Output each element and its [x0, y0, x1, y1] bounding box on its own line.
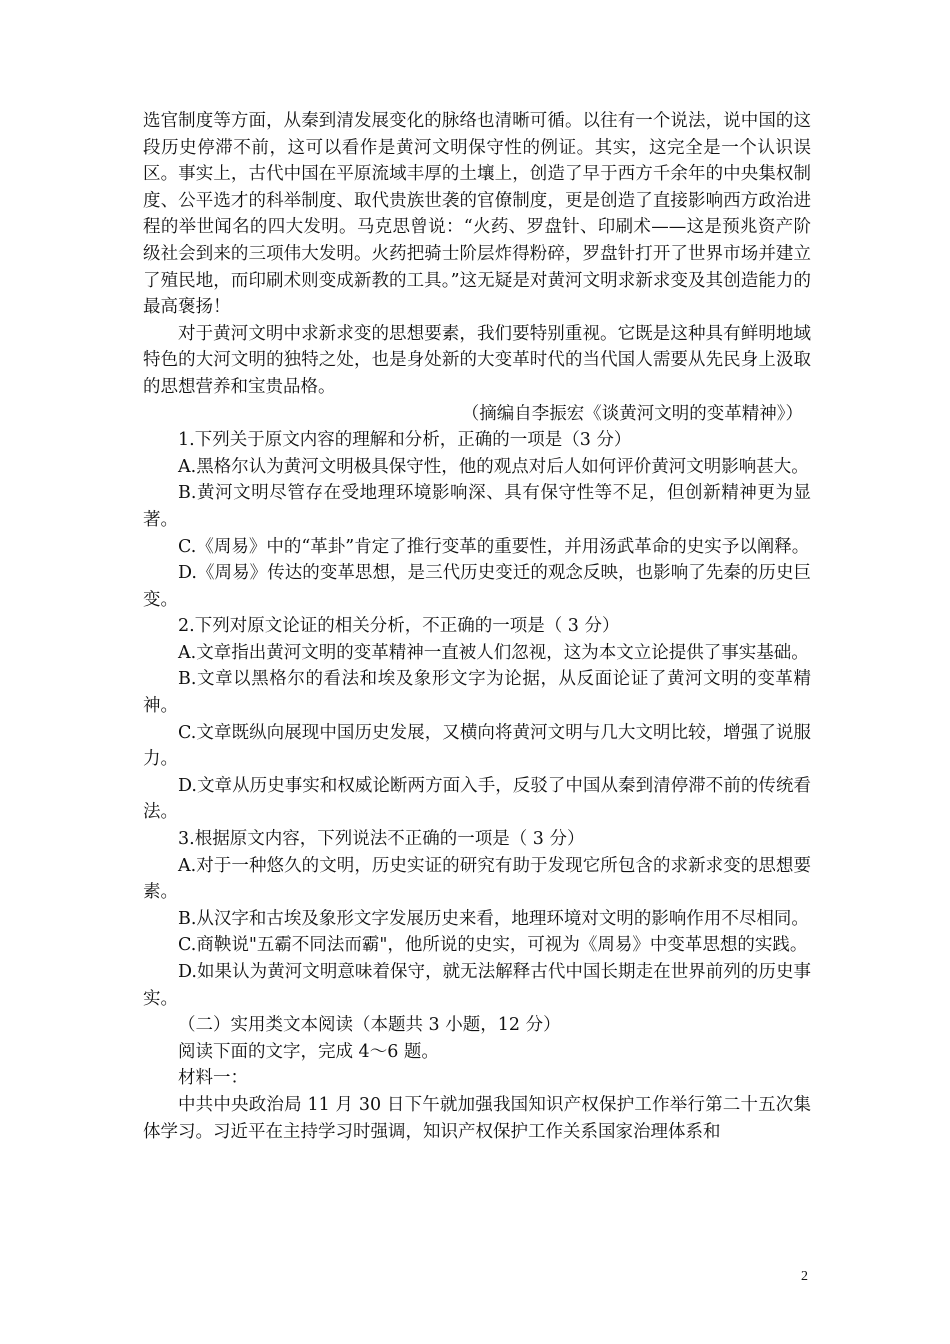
section-instruction: 阅读下面的文字，完成 4～6 题。 [178, 1041, 439, 1062]
passage-paragraph: 选官制度等方面，从秦到清发展变化的脉络也清晰可循。以往有一个说法，说中国的这段历史停滞不前，这可以看作是黄河文明保守性的例证。其实，这完全是一个认识误区。事实上，古代中国在平原流域丰厚的土壤上，创造了早于西方千余年的中央集权制度、公平选才的科举制度、取代贵族世袭的官僚制度，更是创造了直接影响西方政治进程的举世闻名的四大发明。马克思曾说：“火药、罗盘针、印刷术——这是预兆资产阶级社会到来的三项伟大发明。火药把骑士阶层炸得粉碎，罗盘针打开了世界市场并建立了殖民地，而印刷术则变成新教的工具。”这无疑是对黄河文明求新求变及其创造能力的最高褒扬！ [143, 111, 811, 318]
section-heading: （二）实用类文本阅读（本题共 3 小题，12 分） [178, 1015, 561, 1036]
question-stem: 2.下列对原文论证的相关分析，不正确的一项是（ 3 分） [178, 616, 620, 637]
page-number: 2 [801, 1269, 808, 1284]
question-option: C.商鞅说"五霸不同法而霸"，他所说的史实，可视为《周易》中变革思想的实践。 [178, 935, 808, 956]
question-option: A.文章指出黄河文明的变革精神一直被人们忽视，这为本文立论提供了事实基础。 [178, 642, 809, 663]
material-text: 中共中央政治局 11 月 30 日下午就加强我国知识产权保护工作举行第二十五次集体学习。习近平在主持学习时强调，知识产权保护工作关系国家治理体系和 [143, 1094, 811, 1142]
document-body [143, 108, 811, 1145]
question-option: C.文章既纵向展现中国历史发展，又横向将黄河文明与几大文明比较，增强了说服力。 [143, 722, 811, 770]
question-option: D.如果认为黄河文明意味着保守，就无法解释古代中国长期走在世界前列的历史事实。 [143, 962, 811, 1009]
question-stem: 1.下列关于原文内容的理解和分析，正确的一项是（3 分） [178, 430, 632, 451]
question-stem: 3.根据原文内容，下列说法不正确的一项是（ 3 分） [178, 829, 585, 850]
question-option: B.文章以黑格尔的看法和埃及象形文字为论据，从反面论证了黄河文明的变革精神。 [143, 669, 811, 717]
question-option: B.黄河文明尽管存在受地理环境影响深、具有保守性等不足，但创新精神更为显著。 [143, 483, 811, 530]
question-option: A.黑格尔认为黄河文明极具保守性，他的观点对后人如何评价黄河文明影响甚大。 [178, 456, 809, 477]
question-option: D.文章从历史事实和权威论断两方面入手，反驳了中国从秦到清停滞不前的传统看法。 [143, 775, 811, 823]
material-label: 材料一： [178, 1068, 248, 1089]
question-option: D.《周易》传达的变革思想，是三代历史变迁的观念反映，也影响了先秦的历史巨变。 [143, 563, 811, 610]
source-citation: （摘编自李振宏《谈黄河文明的变革精神》） [461, 403, 803, 424]
question-option: B.从汉字和古埃及象形文字发展历史来看，地理环境对文明的影响作用不尽相同。 [178, 908, 809, 929]
question-option: C.《周易》中的“革卦”肯定了推行变革的重要性，并用汤武革命的史实予以阐释。 [178, 536, 810, 557]
question-option: A.对于一种悠久的文明，历史实证的研究有助于发现它所包含的求新求变的思想要素。 [143, 855, 811, 903]
passage-paragraph: 对于黄河文明中求新求变的思想要素，我们要特别重视。它既是这种具有鲜明地域特色的大河文明的独特之处，也是身处新的大变革时代的当代国人需要从先民身上汲取的思想营养和宝贵品格。 [143, 323, 811, 397]
